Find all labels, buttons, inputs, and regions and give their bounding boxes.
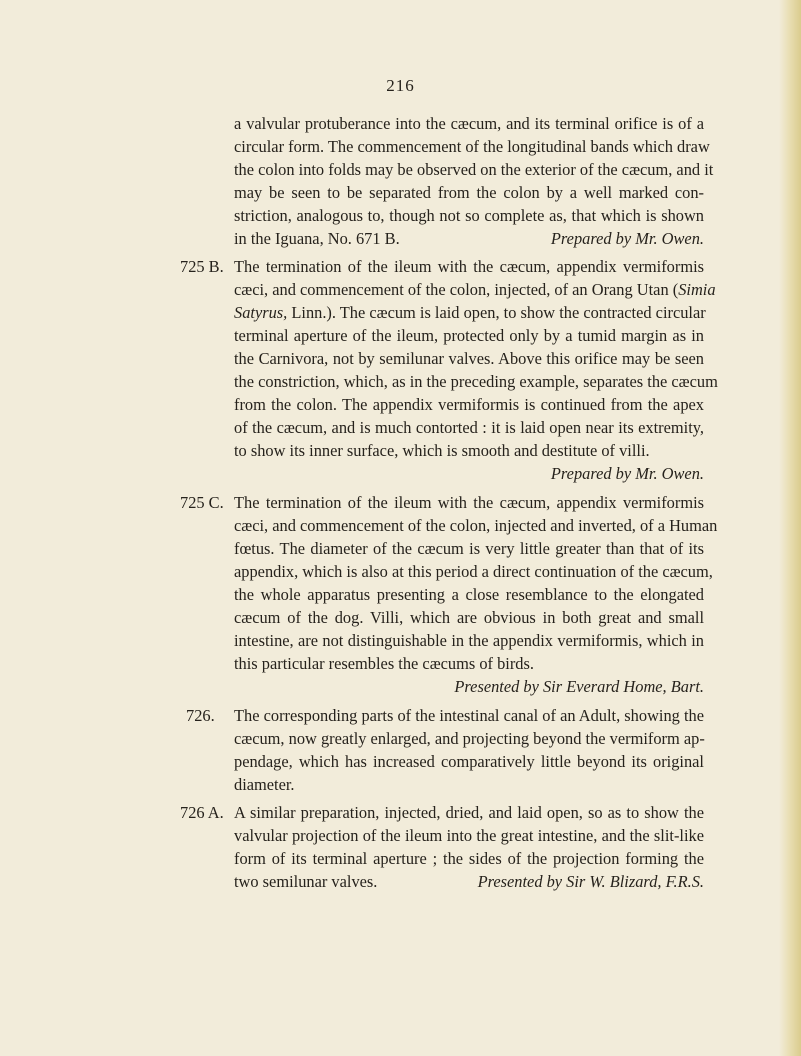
specimen-number: 726.: [186, 706, 215, 725]
text-line: the constriction, which, as in the preceding example, separates the cæcum: [234, 372, 718, 391]
text-line: circular form. The commencement of the longitudinal bands which draw: [234, 137, 710, 156]
text-line: fœtus. The diameter of the cæcum is very little greater than that of its: [234, 539, 704, 558]
text-line: intestine, are not distinguishable in the appendix vermiformis, which in: [234, 631, 704, 650]
text-line: A similar preparation, injected, dried, and laid open, so as to show the: [234, 803, 704, 822]
italic-text: Simia: [678, 280, 716, 299]
credit-text: Prepared by Mr. Owen.: [550, 464, 704, 483]
credit-line: [234, 228, 704, 250]
credit-line: [234, 676, 704, 698]
credit-line: [234, 871, 704, 893]
specimen-number: 726 A.: [180, 803, 224, 822]
credit-text: Presented by Sir Everard Home, Bart.: [454, 677, 704, 696]
credit-text: Prepared by Mr. Owen.: [550, 229, 704, 248]
text-line: two semilunar valves.: [234, 872, 378, 891]
text-line: form of its terminal aperture ; the sides of the projection forming the: [234, 849, 704, 868]
text-line: The termination of the ileum with the cæcum, appendix vermiformis: [234, 257, 704, 276]
text-line: terminal aperture of the ileum, protected only by a tumid margin as in: [234, 326, 704, 345]
text-line: the whole apparatus presenting a close resemblance to the elongated: [234, 585, 704, 604]
text-line: may be seen to be separated from the colon by a well marked con-: [234, 183, 704, 202]
text-line: the colon into folds may be observed on the exterior of the cæcum, and it: [234, 160, 714, 179]
text-line: cæcum, now greatly enlarged, and projecting beyond the vermiform ap-: [234, 729, 705, 748]
text-line: cæcum of the dog. Villi, which are obvious in both great and small: [234, 608, 704, 627]
text-line: [234, 302, 704, 324]
text-line: The termination of the ileum with the cæcum, appendix vermiformis: [234, 493, 704, 512]
page-edge-shadow: [779, 0, 801, 1056]
text-line: from the colon. The appendix vermiformis is continued from the apex: [234, 395, 704, 414]
text-line: valvular projection of the ileum into the great intestine, and the slit-like: [234, 826, 704, 845]
credit-line: [234, 463, 704, 485]
text-segment: cæci, and commencement of the colon, injected, of an Orang Utan (: [234, 280, 679, 299]
text-line: [234, 279, 716, 301]
text-line: cæci, and commencement of the colon, injected and inverted, of a Human: [234, 516, 718, 535]
text-line: in the Iguana, No. 671 B.: [234, 229, 400, 248]
text-line: to show its inner surface, which is smooth and destitute of villi.: [234, 441, 650, 460]
text-line: The corresponding parts of the intestinal canal of an Adult, showing the: [234, 706, 704, 725]
text-segment: Linn.). The cæcum is laid open, to show the contracted circular: [287, 303, 706, 322]
specimen-number: 725 C.: [180, 493, 224, 512]
text-line: diameter.: [234, 775, 295, 794]
text-line: striction, analogous to, though not so complete as, that which is shown: [234, 206, 704, 225]
text-line: a valvular protuberance into the cæcum, and its terminal orifice is of a: [234, 114, 704, 133]
italic-text: Satyrus,: [234, 303, 288, 322]
text-line: pendage, which has increased comparatively little beyond its original: [234, 752, 704, 771]
text-line: appendix, which is also at this period a direct continuation of the cæcum,: [234, 562, 713, 581]
text-line: of the cæcum, and is much contorted : it is laid open near its extremity,: [234, 418, 704, 437]
credit-text: Presented by Sir W. Blizard, F.R.S.: [477, 872, 704, 891]
specimen-number: 725 B.: [180, 257, 224, 276]
page-number: 216: [386, 76, 415, 95]
text-line: this particular resembles the cæcums of birds.: [234, 654, 534, 673]
text-line: the Carnivora, not by semilunar valves. Above this orifice may be seen: [234, 349, 704, 368]
